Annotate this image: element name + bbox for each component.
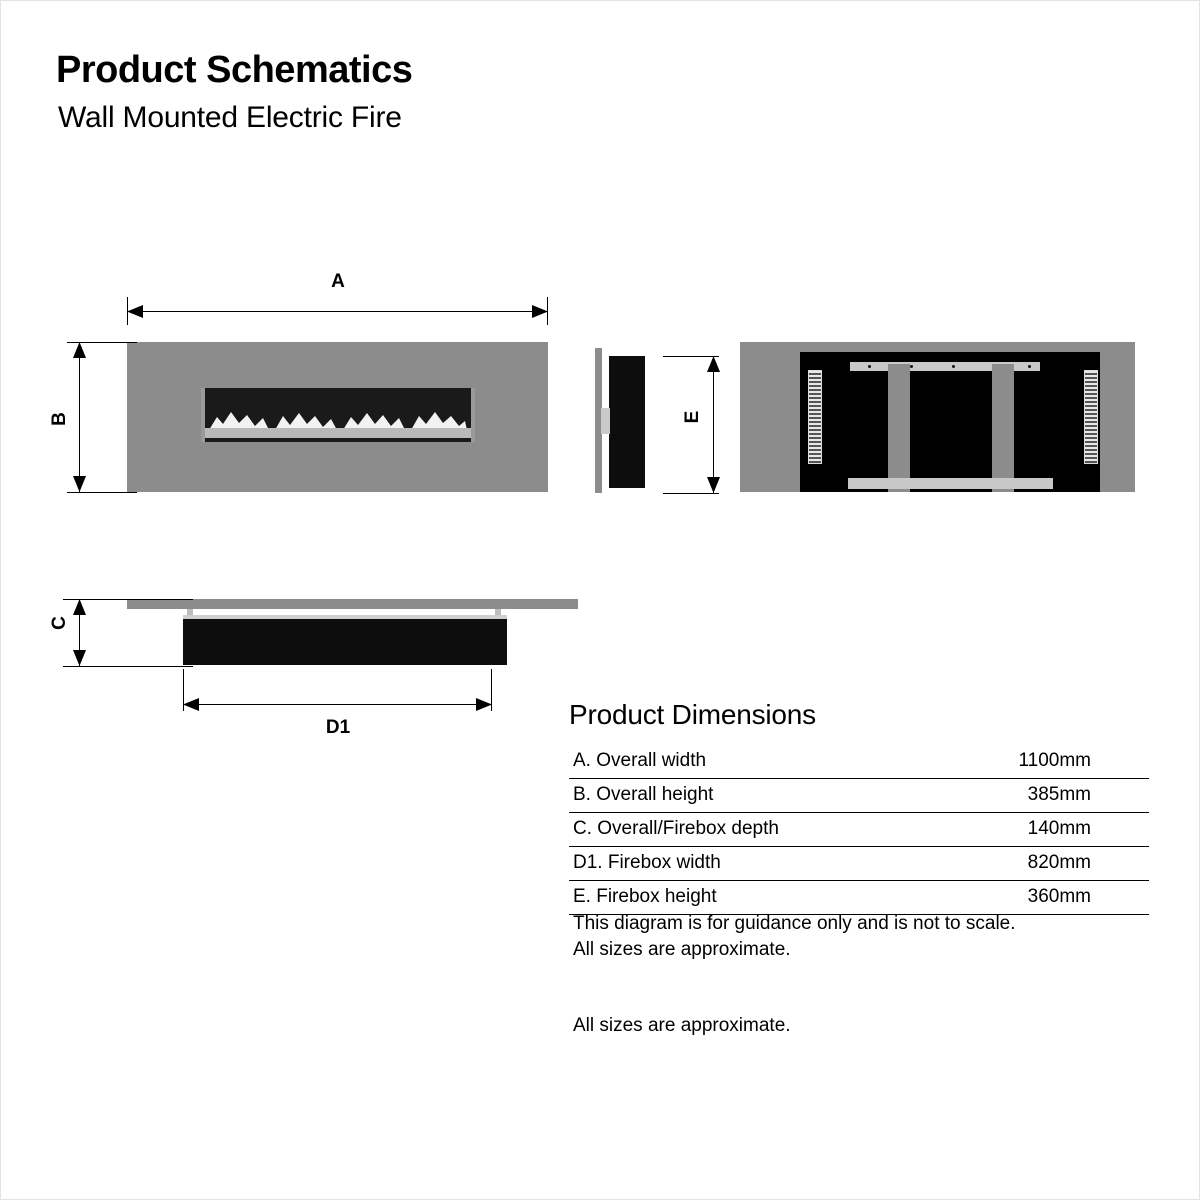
guidance-note-line-2: All sizes are approximate. bbox=[573, 939, 791, 960]
rear-screw-3 bbox=[952, 365, 955, 368]
dimensions-heading: Product Dimensions bbox=[569, 699, 816, 730]
dim-b-line bbox=[79, 342, 80, 492]
dim-b-arrow-top bbox=[72, 342, 87, 358]
dimensions-table bbox=[569, 745, 1149, 915]
dim-c-arrow-top bbox=[72, 599, 87, 615]
dim-label-e: E bbox=[682, 410, 703, 424]
dim-e-arrow-bottom bbox=[706, 477, 721, 493]
rear-screw-2 bbox=[910, 365, 913, 368]
dimension-label: B. Overall height bbox=[569, 779, 922, 813]
dim-a-line bbox=[127, 311, 548, 312]
rear-view-drawing bbox=[740, 342, 1135, 492]
rear-bottom-rail bbox=[848, 478, 1053, 489]
page-title: Product Schematics bbox=[56, 49, 413, 91]
rear-vent-right bbox=[1084, 370, 1098, 464]
table-row bbox=[569, 847, 1149, 881]
approximate-sizes-note: All sizes are approximate. bbox=[573, 1015, 791, 1036]
dimension-value: 820mm bbox=[922, 847, 1149, 881]
rear-screw-5 bbox=[1028, 365, 1031, 368]
dim-d1-arrow-right bbox=[476, 697, 492, 712]
side-view-drawing bbox=[595, 348, 645, 493]
rear-strut-right bbox=[992, 364, 1014, 492]
table-row bbox=[569, 745, 1149, 779]
dim-d1-line bbox=[183, 704, 492, 705]
flame-bed-icon bbox=[207, 408, 469, 430]
side-firebox-body bbox=[609, 356, 645, 488]
dim-b-extension-bottom bbox=[67, 492, 137, 493]
dim-e-arrow-top bbox=[706, 356, 721, 372]
table-row bbox=[569, 881, 1149, 915]
rear-strut-left bbox=[888, 364, 910, 492]
dim-e-extension-bottom bbox=[663, 493, 719, 494]
table-row bbox=[569, 813, 1149, 847]
rear-screw-1 bbox=[868, 365, 871, 368]
dimension-label: D1. Firebox width bbox=[569, 847, 922, 881]
guidance-note-line-1: This diagram is for guidance only and is not to scale. bbox=[573, 913, 1016, 934]
guidance-note bbox=[573, 911, 1016, 963]
dimension-value: 140mm bbox=[922, 813, 1149, 847]
dimension-value: 385mm bbox=[922, 779, 1149, 813]
dim-label-d1: D1 bbox=[325, 717, 351, 738]
table-row bbox=[569, 779, 1149, 813]
side-mount-bracket bbox=[601, 408, 610, 434]
plan-firebox-body bbox=[183, 619, 507, 665]
dim-b-arrow-bottom bbox=[72, 476, 87, 492]
dimension-label: C. Overall/Firebox depth bbox=[569, 813, 922, 847]
page-subtitle: Wall Mounted Electric Fire bbox=[58, 101, 402, 134]
product-dimensions-panel bbox=[569, 699, 1149, 915]
dim-label-a: A bbox=[331, 271, 345, 292]
dim-a-arrow-left bbox=[127, 304, 143, 319]
dim-a-arrow-right bbox=[532, 304, 548, 319]
dim-c-arrow-bottom bbox=[72, 650, 87, 666]
dimension-label: A. Overall width bbox=[569, 745, 922, 779]
dimension-value: 1100mm bbox=[922, 745, 1149, 779]
front-ember-strip bbox=[205, 428, 471, 438]
front-view-drawing bbox=[127, 342, 548, 492]
rear-vent-left bbox=[808, 370, 822, 464]
dim-label-b: B bbox=[49, 412, 70, 426]
rear-backplate bbox=[800, 352, 1100, 492]
dim-label-c: C bbox=[49, 616, 70, 630]
top-view-drawing bbox=[127, 599, 578, 669]
dim-d1-arrow-left bbox=[183, 697, 199, 712]
plan-wall-plate bbox=[127, 599, 578, 609]
dimension-value: 360mm bbox=[922, 881, 1149, 915]
dim-c-extension-bottom bbox=[63, 666, 193, 667]
dimension-label: E. Firebox height bbox=[569, 881, 922, 915]
dim-e-line bbox=[713, 356, 714, 493]
